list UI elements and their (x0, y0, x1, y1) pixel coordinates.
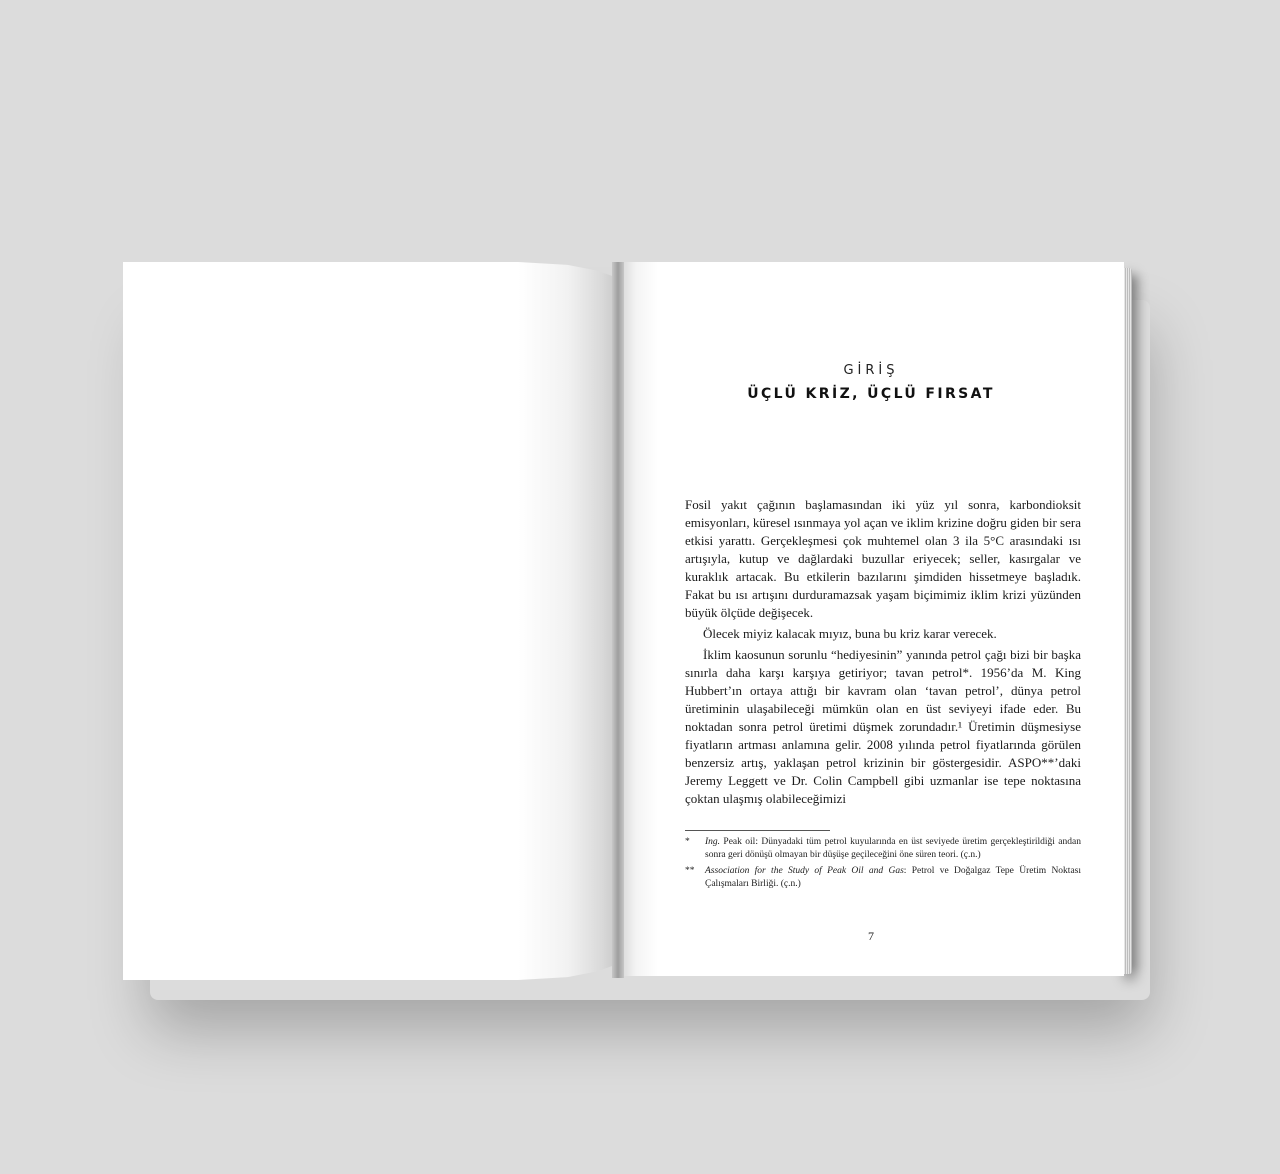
footnote-divider (685, 830, 830, 831)
footnotes (685, 836, 1081, 894)
footnote-1 (685, 836, 1081, 862)
chapter-label: GİRİŞ (843, 363, 899, 378)
footnote-text (705, 865, 1081, 891)
paragraph-3: İklim kaosunun sorunlu “hediyesinin” yanında petrol çağı bizi bir başka sınırla daha karşı karşıya getiriyor; tavan petrol*. 1956’da M. King Hubbert’ın ortaya attığı bir kavram olan ‘tavan petrol’, dünya petrol üretiminin ulaşabileceği mümkün olan en üst seviyeyi ifade eder. Bu noktadan sonra petrol üretimi düşmek zorundadır.¹ Üretimin düşmesiyse fiyatların artması anlamına gelir. 2008 yılında petrol fiyatlarında görülen benzersiz artış, yaklaşan petrol krizinin bir göstergesidir. ASPO**’daki Jeremy Leggett ve Dr. Colin Campbell gibi uzmanlar ise tepe noktasına çoktan ulaşmış olabileceğimizi (685, 647, 1081, 806)
footnote-text (705, 836, 1081, 862)
footnote-mark: ** (685, 866, 695, 876)
footnote-body: : Petrol ve Doğalgaz Tepe Üretim Noktası Çalışmaları Birliği. (ç.n.) (705, 866, 1081, 889)
body-text (685, 496, 1081, 811)
footnote-italic: Ing. (705, 837, 721, 847)
paragraph-1: Fosil yakıt çağının başlamasından iki yüz yıl sonra, karbondioksit emisyonları, küresel ısınmaya yol açan ve iklim krizine doğru giden bir sera etkisi yarattı. Gerçekleşmesi çok muhtemel olan 3 ila 5°C arasındaki ısı artışıyla, kutup ve dağlardaki buzullar eriyecek; seller, kasırgalar ve kuraklık artacak. Bu etkilerin bazılarını şimdiden hissetmeye başladık. Fakat bu ısı artışını durduramazsak yaşam biçimimiz iklim krizi yüzünden büyük ölçüde değişecek. (685, 497, 1081, 620)
left-page-blank (123, 262, 617, 980)
page-number: 7 (868, 929, 874, 943)
footnote-2 (685, 865, 1081, 891)
paragraph-2: Ölecek miyiz kalacak mıyız, buna bu kriz karar verecek. (703, 626, 997, 641)
footnote-body: Peak oil: Dünyadaki tüm petrol kuyularında en üst seviyede üretim gerçekleştirildiği andan sonra geri dönüşü olmayan bir düşüşe geçileceğini öne süren teori. (ç.n.) (705, 837, 1081, 860)
chapter-title: ÜÇLÜ KRİZ, ÜÇLÜ FIRSAT (747, 386, 995, 402)
footnote-mark: * (685, 837, 690, 847)
footnote-italic: Association for the Study of Peak Oil and Gas (705, 866, 904, 876)
